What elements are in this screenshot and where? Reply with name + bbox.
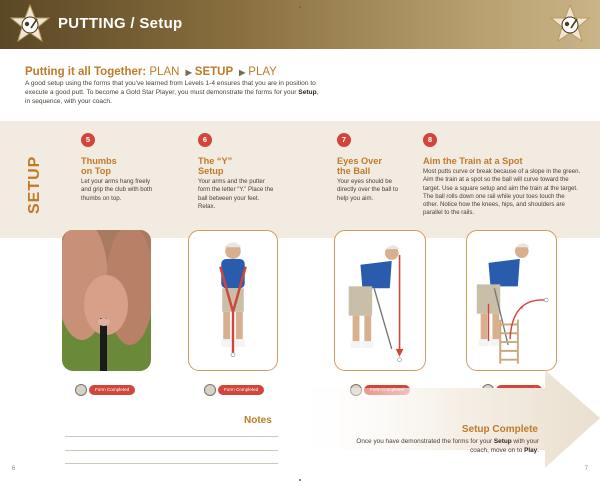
setup-complete-text: Once you have demonstrated the forms for your Setup with your coach, move on to Play. xyxy=(356,438,539,454)
eyes-over-ball-photo xyxy=(334,230,426,371)
step-number-badge: 5 xyxy=(81,133,95,147)
svg-text:×: × xyxy=(519,304,524,312)
page-number-left: 6 xyxy=(12,466,16,472)
triangle-right-icon: ▶ xyxy=(185,68,192,77)
step-6 xyxy=(198,133,288,211)
step-7 xyxy=(337,133,417,203)
step-description: Most putts curve or break because of a slope in the green. Aim the train at a spot so the ball will curve toward the target. Use a square setup and aim the train at the target. The ball rolls down one rail while your toes touch the other. Notice how the knees, hips, and shoulders are parallel to the rails. xyxy=(423,168,581,217)
setup-complete-title: Setup Complete xyxy=(461,424,538,435)
svg-text:SETUP: SETUP xyxy=(26,155,43,214)
step-8 xyxy=(423,133,583,218)
intro-heading xyxy=(25,66,277,78)
triangle-right-icon: ▶ xyxy=(239,68,246,77)
step-title: Eyes Over the Ball xyxy=(337,156,382,176)
note-line[interactable] xyxy=(65,463,278,464)
page-number-right: 7 xyxy=(584,466,588,472)
crop-mark xyxy=(299,6,301,8)
checkbox-circle[interactable] xyxy=(75,384,87,396)
step-title: Aim the Train at a Spot xyxy=(423,156,523,166)
note-line[interactable] xyxy=(65,436,278,437)
crop-mark xyxy=(299,479,301,481)
aim-the-train-photo xyxy=(466,230,557,371)
gold-star-badge-icon xyxy=(550,4,590,44)
gold-star-badge-icon xyxy=(10,4,50,44)
form-completed-label: Form Completed xyxy=(218,385,264,395)
step-number-badge: 6 xyxy=(198,133,212,147)
y-setup-photo xyxy=(188,230,278,371)
step-description: Your eyes should be directly over the ball to help you aim. xyxy=(337,178,398,202)
step-5 xyxy=(81,133,171,203)
step-description: Let your arms hang freely and grip the club with both thumbs on top. xyxy=(81,178,153,202)
note-line[interactable] xyxy=(65,450,278,451)
step-description: Your arms and the putter form the letter “Y.” Place the ball between your feet. Relax. xyxy=(198,178,274,210)
grip-closeup-photo xyxy=(62,230,151,371)
checkbox-circle[interactable] xyxy=(204,384,216,396)
form-completed-check-step-5[interactable] xyxy=(75,384,135,396)
section-label xyxy=(17,148,47,218)
notes-title: Notes xyxy=(244,415,272,426)
stage-plan: PLAN xyxy=(149,66,180,78)
page-title: PUTTING / Setup xyxy=(58,15,183,32)
form-completed-label: Form Completed xyxy=(89,385,135,395)
intro-heading-lead: Putting it all Together: xyxy=(25,66,147,78)
intro-paragraph: A good setup using the forms that you've learned from Levels 1-4 ensures that you are in position to execute a good putt. To become a Gold Star Player, you must demonstrate the forms for your Setup, in sequence, with your coach. xyxy=(25,80,319,106)
stage-setup: SETUP xyxy=(194,66,233,78)
stage-play: PLAY xyxy=(248,66,277,78)
form-completed-check-step-6[interactable] xyxy=(204,384,264,396)
step-number-badge: 8 xyxy=(423,133,437,147)
step-number-badge: 7 xyxy=(337,133,351,147)
step-title: Thumbs on Top xyxy=(81,156,117,176)
step-title: The “Y” Setup xyxy=(198,156,233,176)
